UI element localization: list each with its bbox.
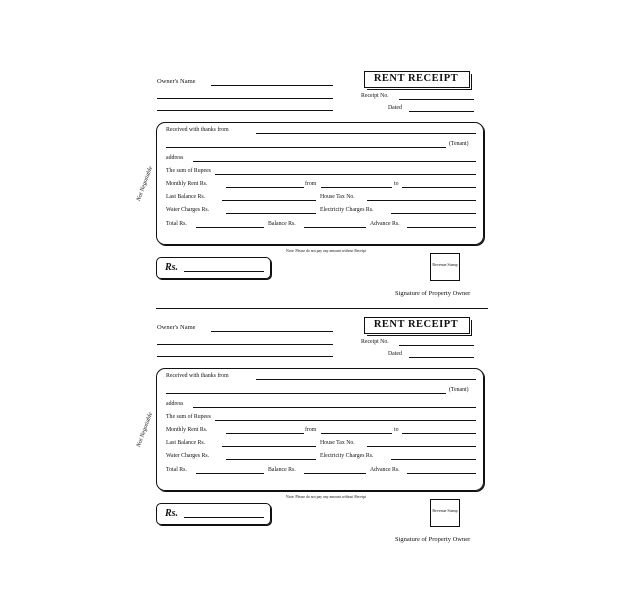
received-from-label: Received with thanks from xyxy=(166,127,229,133)
side-signature: Not Negotiable xyxy=(136,165,155,203)
amount-line[interactable] xyxy=(184,517,264,518)
amount-box xyxy=(156,257,271,279)
tenant-name-line[interactable] xyxy=(256,379,476,380)
monthly-rent-label: Monthly Rent Rs. xyxy=(166,427,208,433)
dated-label: Dated xyxy=(388,105,402,111)
monthly-rent-line[interactable] xyxy=(226,187,304,188)
to-line[interactable] xyxy=(402,433,476,434)
balance-line[interactable] xyxy=(304,227,366,228)
house-tax-label: House Tax No. xyxy=(320,194,355,200)
address-line[interactable] xyxy=(193,161,476,162)
balance-label: Balance Rs. xyxy=(268,467,296,473)
owner-address-line-2[interactable] xyxy=(157,356,333,357)
owner-signature-label: Signature of Property Owner xyxy=(395,290,471,297)
tenant-name-line-2[interactable] xyxy=(166,147,446,148)
to-label: to xyxy=(394,427,399,433)
owner-name-line[interactable] xyxy=(211,331,333,332)
revenue-stamp-box xyxy=(430,499,460,527)
owner-name-line[interactable] xyxy=(211,85,333,86)
receipt-separator xyxy=(156,308,488,309)
from-label: from xyxy=(305,427,317,433)
to-label: to xyxy=(394,181,399,187)
water-charges-line[interactable] xyxy=(226,459,316,460)
receipt-no-line[interactable] xyxy=(399,345,474,346)
advance-line[interactable] xyxy=(407,473,476,474)
received-from-label: Received with thanks from xyxy=(166,373,229,379)
total-line[interactable] xyxy=(196,227,264,228)
balance-label: Balance Rs. xyxy=(268,221,296,227)
owner-address-line-1[interactable] xyxy=(157,344,333,345)
rupees-label: The sum of Rupees xyxy=(166,414,211,420)
owner-address-line-1[interactable] xyxy=(157,98,333,99)
payment-note: Note: Please do not pay any amount without Receipt xyxy=(286,495,366,499)
address-label: address xyxy=(166,155,184,161)
receipt-title: RENT RECEIPT xyxy=(364,71,472,89)
house-tax-line[interactable] xyxy=(367,200,476,201)
balance-line[interactable] xyxy=(304,473,366,474)
receipt-no-label: Receipt No. xyxy=(361,339,389,345)
payment-note: Note: Please do not pay any amount without Receipt xyxy=(286,249,366,253)
water-charges-line[interactable] xyxy=(226,213,316,214)
rs-label: Rs. xyxy=(165,262,179,273)
advance-line[interactable] xyxy=(407,227,476,228)
monthly-rent-label: Monthly Rent Rs. xyxy=(166,181,208,187)
advance-label: Advance Rs. xyxy=(370,467,400,473)
from-label: from xyxy=(305,181,317,187)
electricity-label: Electricity Charges Rs. xyxy=(320,453,374,459)
address-line[interactable] xyxy=(193,407,476,408)
advance-label: Advance Rs. xyxy=(370,221,400,227)
from-line[interactable] xyxy=(321,433,392,434)
revenue-stamp-text: Revenue Stamp xyxy=(432,508,458,513)
amount-line[interactable] xyxy=(184,271,264,272)
side-signature: Not Negotiable xyxy=(136,411,155,449)
from-line[interactable] xyxy=(321,187,392,188)
owner-name-label: Owner's Name xyxy=(157,324,196,331)
tenant-label: (Tenant) xyxy=(449,141,469,147)
receipt-no-label: Receipt No. xyxy=(361,93,389,99)
last-balance-label: Last Balance Rs. xyxy=(166,194,206,200)
water-charges-label: Water Charges Rs. xyxy=(166,453,210,459)
owner-signature-label: Signature of Property Owner xyxy=(395,536,471,543)
tenant-name-line[interactable] xyxy=(256,133,476,134)
house-tax-line[interactable] xyxy=(367,446,476,447)
last-balance-line[interactable] xyxy=(222,200,316,201)
receipt-no-line[interactable] xyxy=(399,99,474,100)
house-tax-label: House Tax No. xyxy=(320,440,355,446)
owner-name-label: Owner's Name xyxy=(157,78,196,85)
total-line[interactable] xyxy=(196,473,264,474)
monthly-rent-line[interactable] xyxy=(226,433,304,434)
revenue-stamp-box xyxy=(430,253,460,281)
to-line[interactable] xyxy=(402,187,476,188)
receipt-title: RENT RECEIPT xyxy=(364,317,472,335)
water-charges-label: Water Charges Rs. xyxy=(166,207,210,213)
electricity-label: Electricity Charges Rs. xyxy=(320,207,374,213)
dated-line[interactable] xyxy=(409,357,474,358)
rupees-label: The sum of Rupees xyxy=(166,168,211,174)
electricity-line[interactable] xyxy=(391,213,476,214)
rupees-line[interactable] xyxy=(215,174,476,175)
revenue-stamp-text: Revenue Stamp xyxy=(432,262,458,267)
tenant-label: (Tenant) xyxy=(449,387,469,393)
last-balance-line[interactable] xyxy=(222,446,316,447)
dated-label: Dated xyxy=(388,351,402,357)
tenant-name-line-2[interactable] xyxy=(166,393,446,394)
amount-box xyxy=(156,503,271,525)
owner-address-line-2[interactable] xyxy=(157,110,333,111)
total-label: Total Rs. xyxy=(166,467,187,473)
rupees-line[interactable] xyxy=(215,420,476,421)
dated-line[interactable] xyxy=(409,111,474,112)
last-balance-label: Last Balance Rs. xyxy=(166,440,206,446)
address-label: address xyxy=(166,401,184,407)
total-label: Total Rs. xyxy=(166,221,187,227)
electricity-line[interactable] xyxy=(391,459,476,460)
rs-label: Rs. xyxy=(165,508,179,519)
